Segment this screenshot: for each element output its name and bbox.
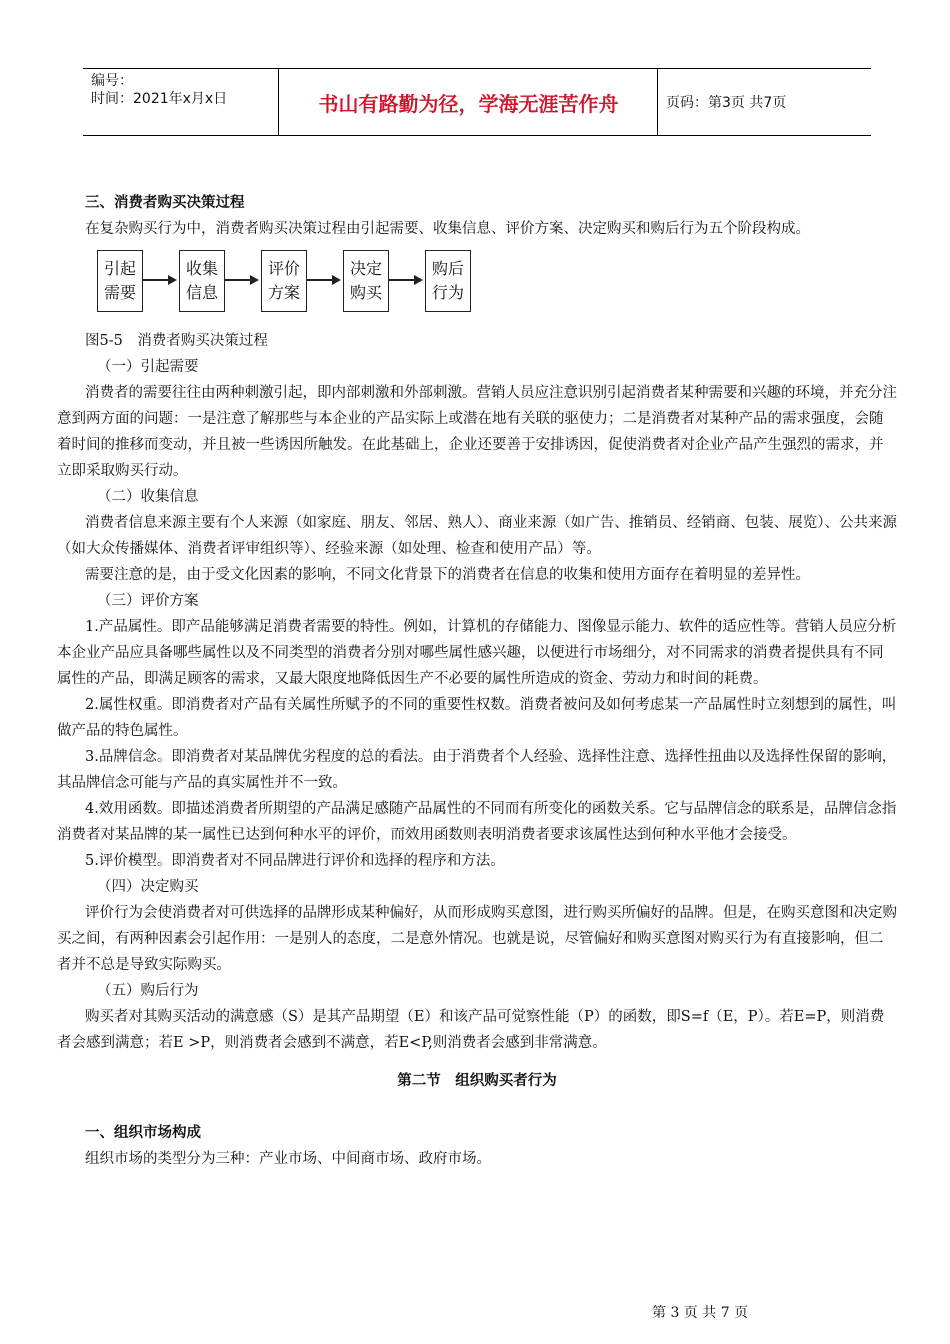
- header-motto: 书山有路勤为径，学海无涯苦作舟: [280, 69, 658, 135]
- page-footer: 第 3 页 共 7 页: [652, 1305, 749, 1321]
- flow-box-text: 需要: [103, 283, 136, 302]
- subsection-title: （二）收集信息: [97, 489, 199, 505]
- paragraph: 消费者的需要往往由两种刺激引起，即内部刺激和外部刺激。营销人员应注意识别引起消费者某种需要和兴趣的环境，并充分注意到两方面的问题：一是注意了解那些与本企业的产品实际上或潜在地有关联的驱使力；二是消费者对某种产品的需求强度，会随着时间的推移而变动，并且被一些诱因所触发。在此基础上，企业还要善于安排诱因，促使消费者对企业产品产生强烈的需求，并立即采取购买行动。: [57, 385, 897, 479]
- paragraph: 需要注意的是，由于受文化因素的影响，不同文化背景下的消费者在信息的收集和使用方面存在着明显的差异性。: [85, 567, 810, 583]
- paragraph: 评价行为会使消费者对可供选择的品牌形成某种偏好，从而形成购买意图，进行购买所偏好的品牌。但是，在购买意图和决定购买之间，有两种因素会引起作用：一是别人的态度，二是意外情况。也就是说，尽管偏好和购买意图对购买行为有直接影响，但二者并不总是导致实际购买。: [57, 905, 897, 973]
- list-item: 5.评价模型。即消费者对不同品牌进行评价和选择的程序和方法。: [85, 853, 505, 869]
- flow-arrow: [307, 279, 339, 281]
- list-item: 1.产品属性。即产品能够满足消费者需要的特性。例如，计算机的存储能力、图像显示能力、软件的适应性等。营销人员应分析本企业产品应具备哪些属性以及不同类型的消费者分别对哪些属性感兴趣，以便进行市场细分，对不同需求的消费者提供具有不同属性的产品，即满足顾客的需求，又最大限度地降低因生产不必要的属性所造成的资金、劳动力和时间的耗费。: [57, 619, 897, 687]
- number-label: 编号：: [91, 73, 133, 89]
- decision-process-diagram: [97, 246, 897, 322]
- flow-box-text: 方案: [267, 283, 300, 302]
- document-body: [57, 190, 897, 1172]
- paragraph: 组织市场的类型分为三种：产业市场、中间商市场、政府市场。: [85, 1151, 491, 1167]
- page-header: [83, 68, 871, 136]
- flow-arrow: [225, 279, 257, 281]
- list-item: 4.效用函数。即描述消费者所期望的产品满足感随产品属性的不同而有所变化的函数关系。它与品牌信念的联系是，品牌信念指消费者对某品牌的某一属性已达到何种水平的评价，而效用函数则表明消费者要求该属性达到何种水平他才会接受。: [57, 801, 897, 843]
- flow-box-text: 收集: [185, 259, 218, 278]
- flow-box-text: 购买: [349, 283, 382, 302]
- flow-box-5: [425, 250, 471, 312]
- figure-caption: 图5-5 消费者购买决策过程: [85, 333, 268, 349]
- header-page-info: 页码：第3页 共7页: [666, 95, 787, 111]
- header-meta: [83, 69, 279, 135]
- list-item: 3.品牌信念。即消费者对某品牌优劣程度的总的看法。由于消费者个人经验、选择性注意、选择性扭曲以及选择性保留的影响，其品牌信念可能与产品的真实属性并不一致。: [57, 749, 897, 791]
- flow-box-text: 信息: [185, 283, 218, 302]
- paragraph: 消费者信息来源主要有个人来源（如家庭、朋友、邻居、熟人）、商业来源（如广告、推销员、经销商、包装、展览）、公共来源（如大众传播媒体、消费者评审组织等）、经验来源（如处理、检查和使用产品）等。: [57, 515, 897, 557]
- subsection-title: （五）购后行为: [97, 983, 199, 999]
- list-item: 2.属性权重。即消费者对产品有关属性所赋予的不同的重要性权数。消费者被问及如何考虑某一产品属性时立刻想到的属性，叫做产品的特色属性。: [57, 697, 897, 739]
- flow-arrow: [389, 279, 421, 281]
- flow-box-text: 购后: [431, 259, 464, 278]
- flow-box-text: 引起: [103, 259, 136, 278]
- flow-box-1: [97, 250, 143, 312]
- subsection-title: （三）评价方案: [97, 593, 199, 609]
- section-title: 一、组织市场构成: [85, 1125, 201, 1141]
- chapter-title: 第二节 组织购买者行为: [397, 1073, 557, 1089]
- flow-arrow: [143, 279, 175, 281]
- flow-box-text: 评价: [267, 259, 300, 278]
- flow-box-text: 行为: [431, 283, 464, 302]
- flow-box-3: [261, 250, 307, 312]
- subsection-title: （一）引起需要: [97, 359, 199, 375]
- flow-box-4: [343, 250, 389, 312]
- flow-box-text: 决定: [349, 259, 382, 278]
- flow-box-2: [179, 250, 225, 312]
- section-title: 三、消费者购买决策过程: [85, 195, 245, 211]
- subsection-title: （四）决定购买: [97, 879, 199, 895]
- time-label: 时间：2021年x月x日: [91, 91, 228, 107]
- paragraph: 购买者对其购买活动的满意感（S）是其产品期望（E）和该产品可觉察性能（P）的函数，即S=f（E，P）。若E=P，则消费者会感到满意；若E >P，则消费者会感到不满意，若E<P,则消费者会感到非常满意。: [57, 1009, 885, 1051]
- paragraph: 在复杂购买行为中，消费者购买决策过程由引起需要、收集信息、评价方案、决定购买和购后行为五个阶段构成。: [85, 221, 810, 237]
